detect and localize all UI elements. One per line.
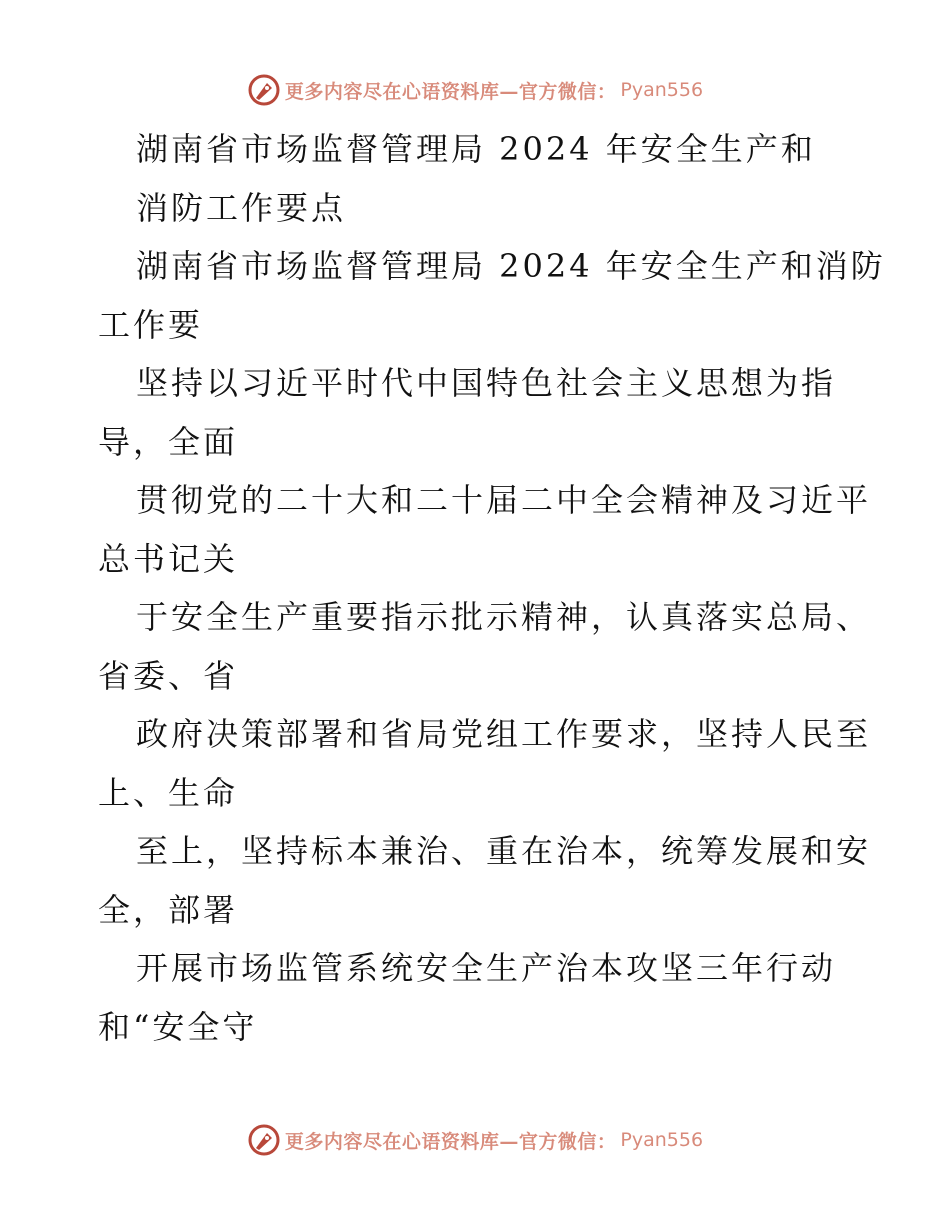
document-line: 导，全面 [98, 422, 239, 461]
banner-text: 更多内容尽在心语资料库—官方微信： [284, 80, 617, 103]
banner-wechat-handle: Pyan556 [620, 79, 704, 101]
document-line: 湖南省市场监督管理局 2024 年安全生产和消防 [136, 247, 886, 285]
footer-banner [0, 1120, 950, 1160]
header-banner [0, 70, 950, 110]
document-line: 全，部署 [98, 890, 239, 929]
document-line: 省委、省 [98, 656, 239, 695]
document-line: 湖南省市场监督管理局 2024 年安全生产和 [136, 130, 816, 168]
document-line: 消防工作要点 [136, 188, 347, 227]
banner-text: 更多内容尽在心语资料库—官方微信： [284, 1130, 617, 1153]
document-line: 于安全生产重要指示批示精神，认真落实总局、 [136, 598, 872, 636]
document-line: 坚持以习近平时代中国特色社会主义思想为指 [136, 364, 837, 402]
pen-nib-logo-icon [247, 1123, 281, 1157]
pen-nib-logo-icon [247, 73, 281, 107]
document-line: 和“安全守 [98, 1007, 258, 1046]
document-line: 政府决策部署和省局党组工作要求，坚持人民至 [136, 715, 872, 753]
document-line: 工作要 [98, 305, 204, 344]
document-line: 上、生命 [98, 773, 239, 812]
banner-wechat-handle: Pyan556 [620, 1129, 704, 1151]
document-line: 贯彻党的二十大和二十届二中全会精神及习近平 [136, 481, 872, 519]
document-line: 至上，坚持标本兼治、重在治本，统筹发展和安 [136, 832, 872, 870]
document-body [98, 120, 886, 1056]
document-line: 开展市场监管系统安全生产治本攻坚三年行动 [136, 949, 837, 987]
document-line: 总书记关 [98, 539, 239, 578]
